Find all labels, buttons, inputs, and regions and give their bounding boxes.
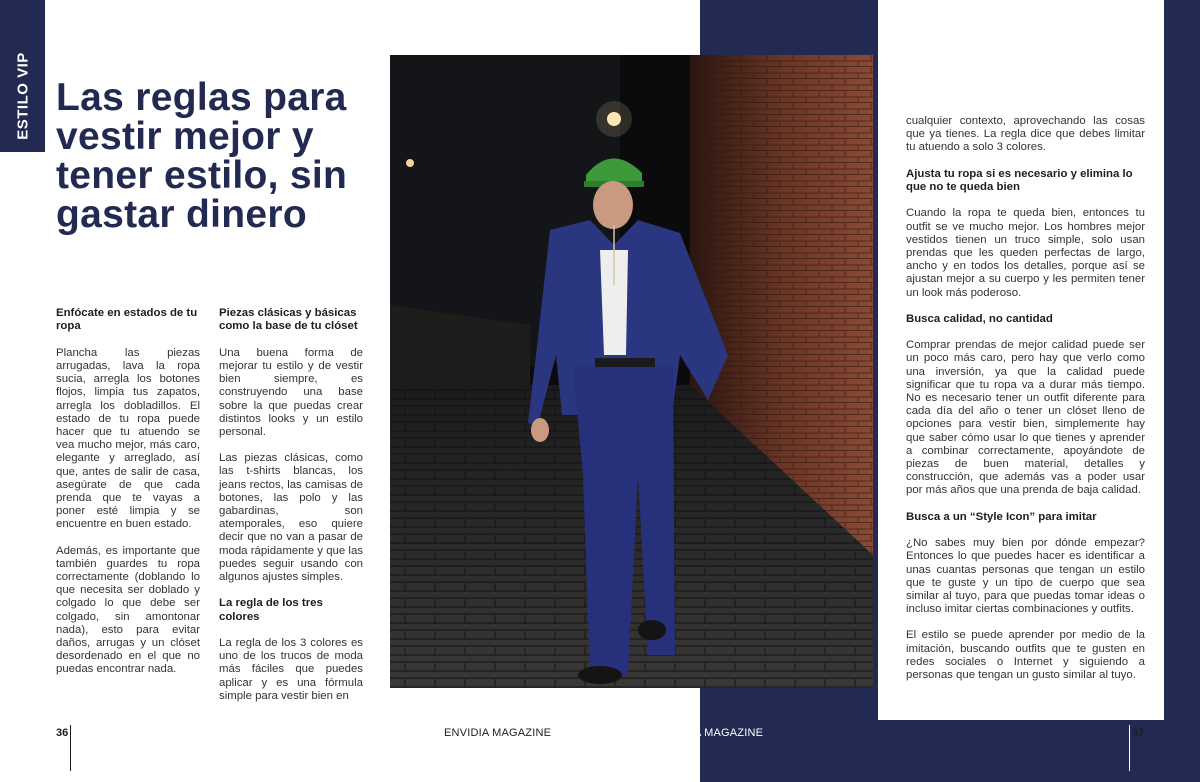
article-title: Las reglas para vestir mejor y tener estilo, sin gastar dinero <box>56 76 348 236</box>
page-number-right: 37 <box>1132 727 1145 739</box>
paragraph: Las piezas clásicas, como las t-shirts blancas, los jeans rectos, las camisas de botones, las polo y las gabardinas, son atemporales, eso quiere decir que no van a pasar de moda rápidamente y que las puedes seguir usando con algunos ajustes simples. <box>219 452 363 584</box>
paragraph: Plancha las piezas arrugadas, lava la ropa sucia, arregla los botones flojos, limpia tus zapatos, arregla los dobladillos. El estado de tu ropa puede hacer que tu atuendo se vea mucho mejor, más caro, elegante y arreglado, así que, antes de salir de casa, asegúrate de que cada prenda que te vayas a poner esté limpia y se encuentre en buen estado. <box>56 346 200 531</box>
paragraph: Cuando la ropa te queda bien, entonces tu outfit se ve mucho mejor. Los hombres mejor vestidos tienen un truco simple, solo usan prendas que les queden perfectas de largo, ancho y en todos los detalles, porque así se ajustan mejor a su cuerpo y les permiten tener un look más poderoso. <box>906 207 1145 299</box>
subheading-piezas-clasicas: Piezas clásicas y básicas como la base de tu clóset <box>219 307 358 333</box>
paragraph: Comprar prendas de mejor calidad puede ser un poco más caro, pero hay que verlo como una inversión, ya que la calidad puede significar que tu ropa va a durar más tiempo. No es necesario tener un outfit diferente para cada día del año o tener un clóset lleno de opciones para vestir bien, simplemente hay que saber cómo usar lo que tienes y aprender a combinar correctamente, apoyándote de piezas de buen material, detalles y construcción, que además vas a poder usar por más años que una prenda de baja calidad. <box>906 339 1145 497</box>
magazine-accent: MAGAZINE <box>492 727 552 739</box>
footer-divider-right <box>1129 725 1130 771</box>
magazine-word: ENVIDIA <box>656 727 701 739</box>
section-tab <box>0 0 45 152</box>
photo-illustration <box>390 55 873 688</box>
subheading-estados-ropa: Enfócate en estados de tu ropa <box>56 307 198 333</box>
text-column-1 <box>56 307 200 690</box>
article-photo <box>390 55 873 688</box>
magazine-word: ENVIDIA <box>444 727 489 739</box>
page-number-left: 36 <box>56 727 69 739</box>
paragraph: cualquier contexto, aprovechando las cosas que ya tienes. La regla dice que debes limitar tu atuendo a solo 3 colores. <box>906 115 1145 154</box>
paragraph: La regla de los 3 colores es uno de los trucos de moda más fáciles que puedes aplicar y es una fórmula simple para vestir bien en <box>219 637 363 702</box>
subheading-ajusta-ropa: Ajusta tu ropa si es necesario y elimina lo que no te queda bien <box>906 167 1133 194</box>
paragraph: Una buena forma de mejorar tu estilo y de vestir bien siempre, es construyendo una base sobre la que puedas crear distintos looks y un estilo personal. <box>219 346 363 439</box>
text-column-3 <box>906 115 1145 695</box>
subheading-tres-colores: La regla de los tres colores <box>219 597 323 623</box>
subheading-calidad: Busca calidad, no cantidad <box>906 312 1053 325</box>
magazine-name-right <box>656 727 763 739</box>
magazine-name-left <box>444 727 551 739</box>
paragraph: El estilo se puede aprender por medio de la imitación, buscando outfits que te gusten en redes sociales o Internet y siguiendo a personas que tengan un gusto similar al tuyo. <box>906 629 1145 681</box>
footer-divider-left <box>70 725 71 771</box>
paragraph: Además, es importante que también guardes tu ropa correctamente (doblando lo que necesita ser doblado y colgado lo que debe ser colgado, sin amontonar nada), esto para evitar daños, arrugas y un clóset desordenado en el que no puedas encontrar nada. <box>56 544 200 676</box>
section-tab-label: ESTILO VIP <box>14 52 32 140</box>
text-column-2 <box>219 307 363 716</box>
magazine-accent: MAGAZINE <box>704 727 764 739</box>
subheading-style-icon: Busca a un “Style Icon” para imitar <box>906 510 1097 523</box>
paragraph: ¿No sabes muy bien por dónde empezar? Entonces lo que puedes hacer es identificar a unas cuantas personas que tengan un estilo que te guste y un tipo de cuerpo que sea similar al tuyo, para que puedas tomar ideas o incluso imitar ciertas combinaciones y outfits. <box>906 537 1145 616</box>
